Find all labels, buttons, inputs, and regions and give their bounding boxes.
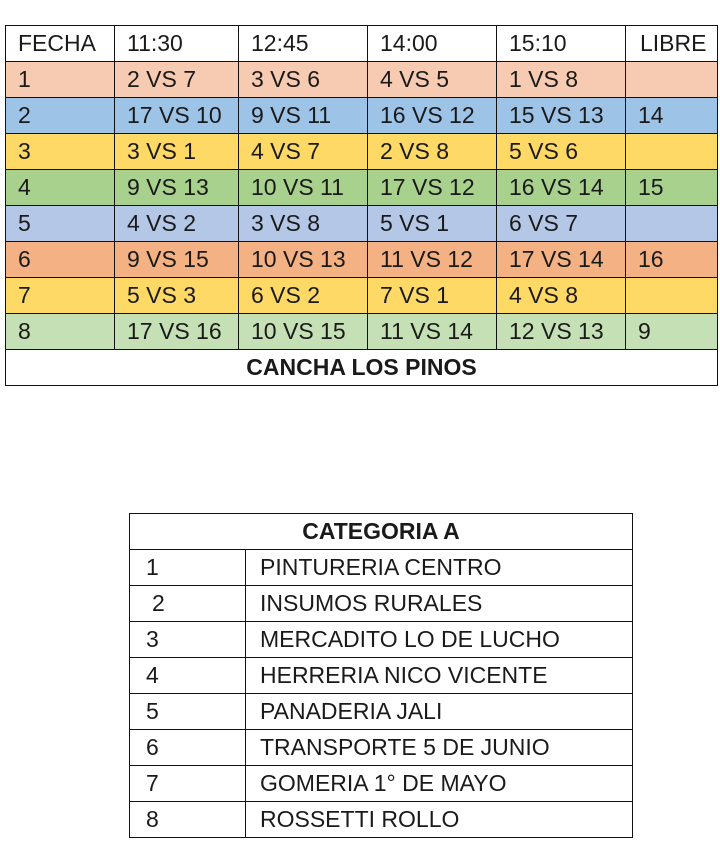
- fecha-cell: 5: [6, 206, 115, 242]
- match-1245-cell: 4 VS 7: [239, 134, 368, 170]
- team-row: [130, 586, 633, 622]
- schedule-row: [6, 278, 718, 314]
- match-1510-cell: 4 VS 8: [497, 278, 626, 314]
- fecha-cell: 2: [6, 98, 115, 134]
- fecha-cell: 7: [6, 278, 115, 314]
- match-1130-cell: 9 VS 13: [115, 170, 239, 206]
- match-1400-cell: 7 VS 1: [368, 278, 497, 314]
- match-1400-cell: 2 VS 8: [368, 134, 497, 170]
- match-1130-cell: 17 VS 16: [115, 314, 239, 350]
- schedule-footer-row: [6, 350, 718, 386]
- libre-cell: 9: [626, 314, 718, 350]
- header-fecha: FECHA: [6, 26, 115, 62]
- match-schedule-table: [5, 25, 718, 386]
- team-name: PINTURERIA CENTRO: [246, 550, 633, 586]
- team-row: [130, 766, 633, 802]
- fecha-cell: 4: [6, 170, 115, 206]
- team-row: [130, 694, 633, 730]
- schedule-row: [6, 242, 718, 278]
- match-1510-cell: 16 VS 14: [497, 170, 626, 206]
- schedule-row: [6, 98, 718, 134]
- team-row: [130, 730, 633, 766]
- match-1510-cell: 12 VS 13: [497, 314, 626, 350]
- match-1245-cell: 9 VS 11: [239, 98, 368, 134]
- team-name: PANADERIA JALI: [246, 694, 633, 730]
- header-time-4: 15:10: [497, 26, 626, 62]
- fecha-cell: 6: [6, 242, 115, 278]
- match-1245-cell: 3 VS 6: [239, 62, 368, 98]
- libre-cell: [626, 134, 718, 170]
- fecha-cell: 1: [6, 62, 115, 98]
- match-1130-cell: 2 VS 7: [115, 62, 239, 98]
- schedule-row: [6, 314, 718, 350]
- team-name: INSUMOS RURALES: [246, 586, 633, 622]
- match-1130-cell: 3 VS 1: [115, 134, 239, 170]
- libre-cell: [626, 278, 718, 314]
- libre-cell: 16: [626, 242, 718, 278]
- libre-cell: [626, 62, 718, 98]
- team-name: MERCADITO LO DE LUCHO: [246, 622, 633, 658]
- match-1245-cell: 10 VS 15: [239, 314, 368, 350]
- match-1245-cell: 3 VS 8: [239, 206, 368, 242]
- team-name: HERRERIA NICO VICENTE: [246, 658, 633, 694]
- schedule-header-row: [6, 26, 718, 62]
- team-number: 4: [130, 658, 246, 694]
- match-1510-cell: 15 VS 13: [497, 98, 626, 134]
- fecha-cell: 8: [6, 314, 115, 350]
- header-libre: LIBRE: [626, 26, 718, 62]
- match-1400-cell: 17 VS 12: [368, 170, 497, 206]
- match-1510-cell: 17 VS 14: [497, 242, 626, 278]
- match-1400-cell: 11 VS 12: [368, 242, 497, 278]
- libre-cell: 14: [626, 98, 718, 134]
- schedule-row: [6, 170, 718, 206]
- libre-cell: [626, 206, 718, 242]
- team-number: 6: [130, 730, 246, 766]
- team-number: 8: [130, 802, 246, 838]
- team-row: [130, 658, 633, 694]
- team-name: ROSSETTI ROLLO: [246, 802, 633, 838]
- match-1400-cell: 11 VS 14: [368, 314, 497, 350]
- match-1245-cell: 10 VS 11: [239, 170, 368, 206]
- category-title: CATEGORIA A: [130, 514, 633, 550]
- header-time-1: 11:30: [115, 26, 239, 62]
- match-1130-cell: 17 VS 10: [115, 98, 239, 134]
- team-number: 1: [130, 550, 246, 586]
- match-1510-cell: 5 VS 6: [497, 134, 626, 170]
- match-1510-cell: 6 VS 7: [497, 206, 626, 242]
- teams-title-row: [130, 514, 633, 550]
- match-1245-cell: 10 VS 13: [239, 242, 368, 278]
- team-name: GOMERIA 1° DE MAYO: [246, 766, 633, 802]
- team-row: [130, 802, 633, 838]
- match-1130-cell: 9 VS 15: [115, 242, 239, 278]
- team-number: 7: [130, 766, 246, 802]
- match-1510-cell: 1 VS 8: [497, 62, 626, 98]
- match-1130-cell: 5 VS 3: [115, 278, 239, 314]
- team-number: 2: [130, 586, 246, 622]
- team-row: [130, 622, 633, 658]
- schedule-row: [6, 134, 718, 170]
- match-1400-cell: 16 VS 12: [368, 98, 497, 134]
- header-time-2: 12:45: [239, 26, 368, 62]
- teams-body: [130, 514, 633, 838]
- team-number: 3: [130, 622, 246, 658]
- team-row: [130, 550, 633, 586]
- team-name: TRANSPORTE 5 DE JUNIO: [246, 730, 633, 766]
- category-a-teams-table: [129, 513, 633, 838]
- schedule-row: [6, 62, 718, 98]
- fecha-cell: 3: [6, 134, 115, 170]
- header-time-3: 14:00: [368, 26, 497, 62]
- schedule-body: [6, 26, 718, 386]
- match-1245-cell: 6 VS 2: [239, 278, 368, 314]
- schedule-row: [6, 206, 718, 242]
- libre-cell: 15: [626, 170, 718, 206]
- match-1130-cell: 4 VS 2: [115, 206, 239, 242]
- match-1400-cell: 5 VS 1: [368, 206, 497, 242]
- venue-label: CANCHA LOS PINOS: [6, 350, 718, 386]
- match-1400-cell: 4 VS 5: [368, 62, 497, 98]
- team-number: 5: [130, 694, 246, 730]
